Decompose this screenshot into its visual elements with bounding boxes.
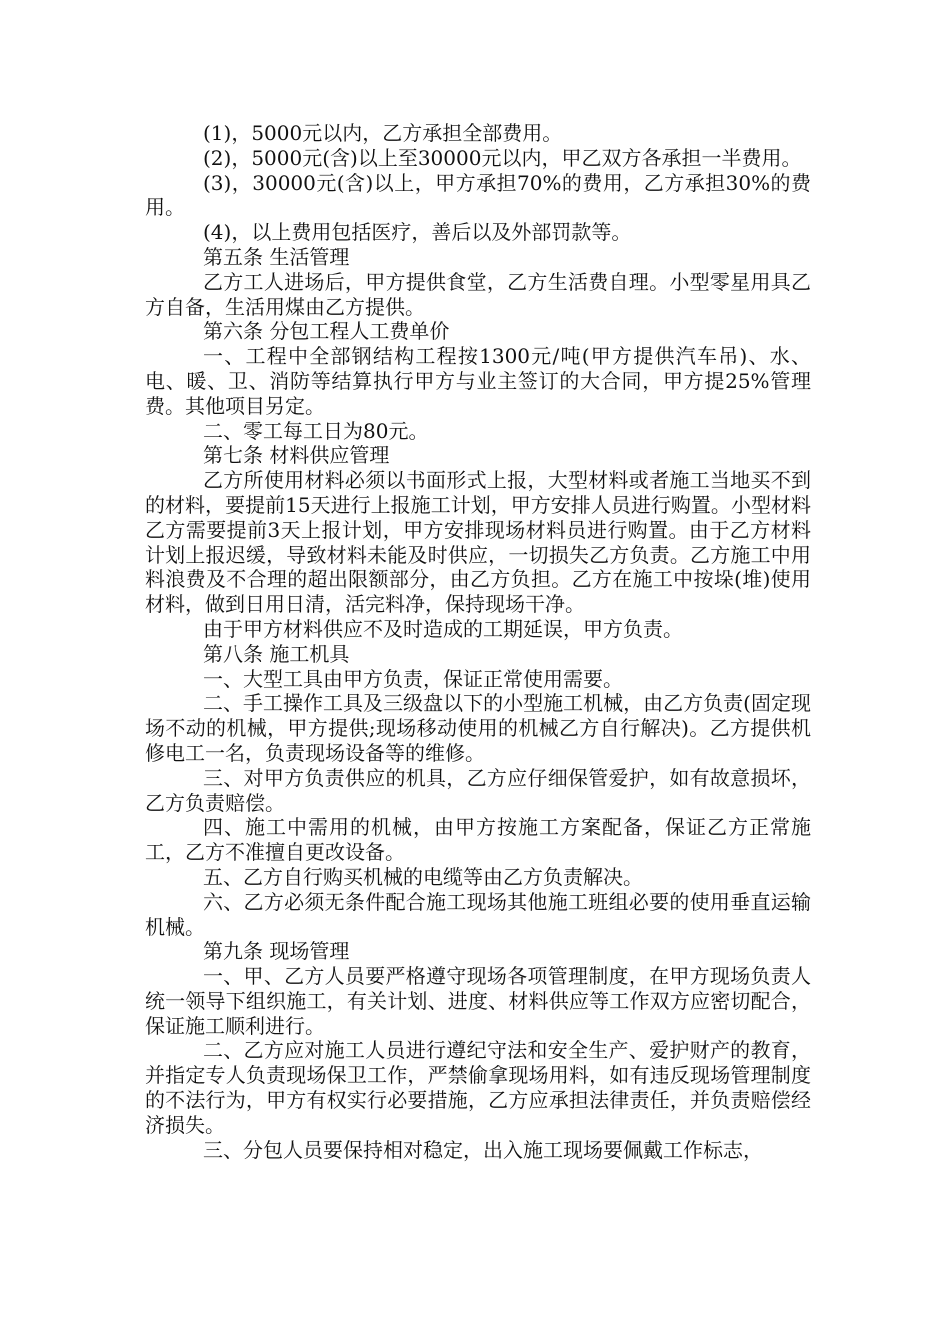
paragraph: 二、乙方应对施工人员进行遵纪守法和安全生产、爱护财产的教育，并指定专人负责现场保卫工作，严禁偷拿现场用料，如有违反现场管理制度的不法行为，甲方有权实行必要措施，乙方应承担法律责任，并负责赔偿经济损失。 <box>145 1038 811 1137</box>
paragraph: 一、甲、乙方人员要严格遵守现场各项管理制度，在甲方现场负责人统一领导下组织施工，有关计划、进度、材料供应等工作双方应密切配合，保证施工顺利进行。 <box>145 964 811 1038</box>
paragraph: 乙方工人进场后，甲方提供食堂，乙方生活费自理。小型零星用具乙方自备，生活用煤由乙方提供。 <box>145 269 811 319</box>
paragraph: 一、工程中全部钢结构工程按1300元/吨(甲方提供汽车吊)、水、电、暖、卫、消防等结算执行甲方与业主签订的大合同，甲方提25%管理费。其他项目另定。 <box>145 344 811 418</box>
section-heading: 第五条 生活管理 <box>203 244 350 269</box>
paragraph: (2)，5000元(含)以上至30000元以内，甲乙双方各承担一半费用。 <box>203 145 802 170</box>
section-heading: 第九条 现场管理 <box>203 939 350 964</box>
paragraph: (1)，5000元以内，乙方承担全部费用。 <box>203 121 563 145</box>
paragraph: (4)，以上费用包括医疗，善后以及外部罚款等。 <box>203 220 632 245</box>
paragraph: 三、分包人员要保持相对稳定，出入施工现场要佩戴工作标志， <box>203 1137 763 1162</box>
paragraph: 四、施工中需用的机械，由甲方按施工方案配备，保证乙方正常施工，乙方不准擅自更改设备。 <box>145 815 811 865</box>
paragraph: 六、乙方必须无条件配合施工现场其他施工班组必要的使用垂直运输机械。 <box>145 889 811 939</box>
paragraph: 由于甲方材料供应不及时造成的工期延误，甲方负责。 <box>203 616 683 641</box>
section-heading: 第六条 分包工程人工费单价 <box>203 319 450 344</box>
document-body <box>145 121 811 1162</box>
section-heading: 第七条 材料供应管理 <box>203 443 390 468</box>
paragraph: 一、大型工具由甲方负责，保证正常使用需要。 <box>203 666 623 691</box>
paragraph: 五、乙方自行购买机械的电缆等由乙方负责解决。 <box>203 864 643 889</box>
section-heading: 第八条 施工机具 <box>203 641 350 666</box>
paragraph: 三、对甲方负责供应的机具，乙方应仔细保管爱护，如有故意损坏，乙方负责赔偿。 <box>145 765 811 815</box>
paragraph: 二、手工操作工具及三级盘以下的小型施工机械，由乙方负责(固定现场不动的机械，甲方提供;现场移动使用的机械乙方自行解决)。乙方提供机修电工一名，负责现场设备等的维修。 <box>145 691 811 765</box>
paragraph: (3)，30000元(含)以上，甲方承担70%的费用，乙方承担30%的费用。 <box>145 170 811 220</box>
paragraph: 乙方所使用材料必须以书面形式上报，大型材料或者施工当地买不到的材料，要提前15天进行上报施工计划，甲方安排人员进行购置。小型材料乙方需要提前3天上报计划，甲方安排现场材料员进行购置。由于乙方材料计划上报迟缓，导致材料未能及时供应，一切损失乙方负责。乙方施工中用料浪费及不合理的超出限额部分，由乙方负担。乙方在施工中按垛(堆)使用材料，做到日用日清，活完料净，保持现场干净。 <box>145 468 811 617</box>
paragraph: 二、零工每工日为80元。 <box>203 418 429 443</box>
